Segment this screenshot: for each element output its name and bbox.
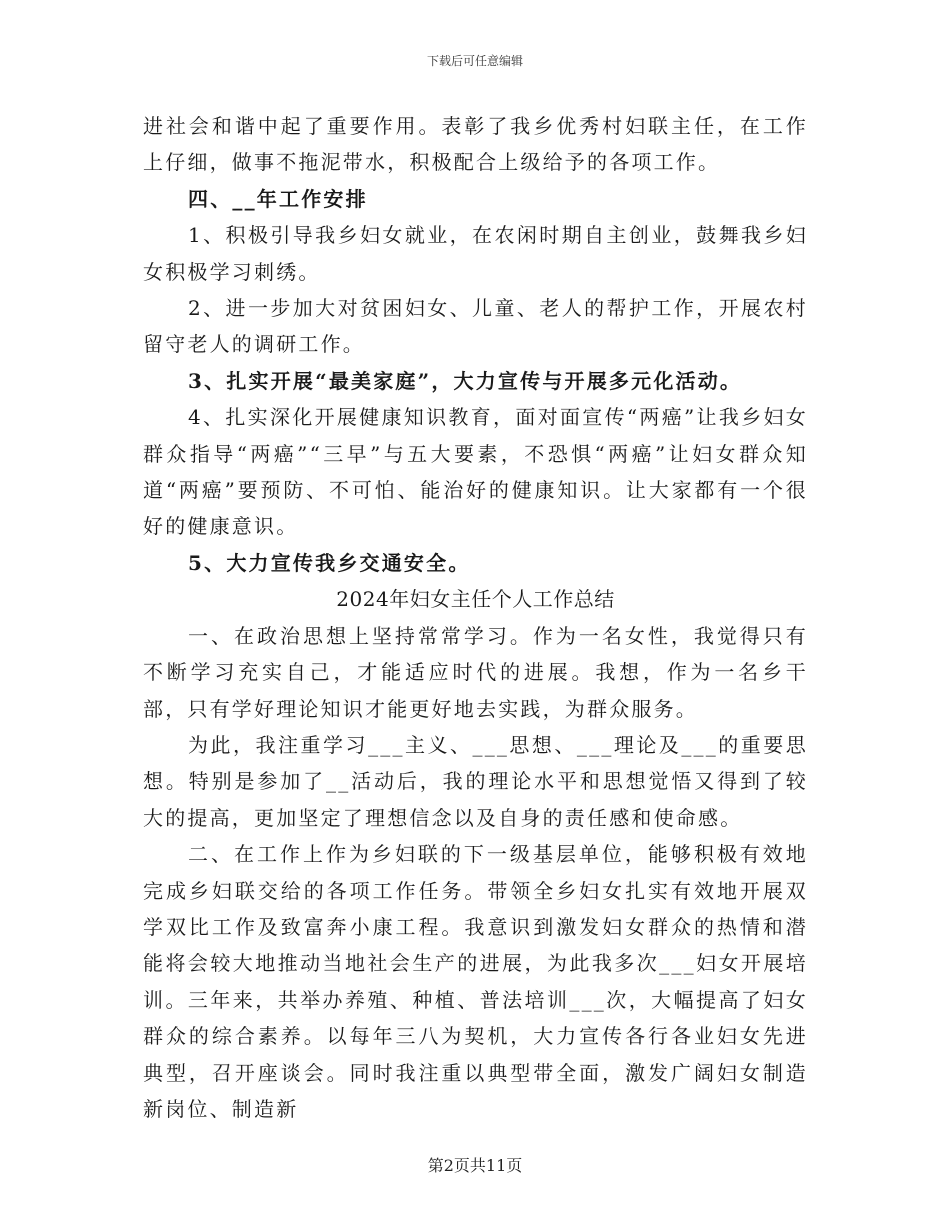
paragraph-study: 为此，我注重学习___主义、___思想、___理论及___的重要思想。特别是参加了__活动后，我的理论水平和思想觉悟又得到了较大的提高，更加坚定了理想信念以及自身的责任感和使命感。 — [143, 732, 808, 830]
document-body — [143, 108, 808, 1127]
section-heading-plan: 四、__年工作安排 — [188, 186, 368, 211]
page-footer: 第2页共11页 — [427, 1156, 523, 1175]
paragraph-item-2: 2、进一步加大对贫困妇女、儿童、老人的帮护工作，开展农村留守老人的调研工作。 — [143, 296, 808, 357]
page-header: 下载后可任意编辑 — [426, 54, 523, 68]
paragraph-item-3: 3、扎实开展“最美家庭”，大力宣传与开展多元化活动。 — [188, 368, 743, 393]
paragraph-1: 进社会和谐中起了重要作用。表彰了我乡优秀村妇联主任，在工作上仔细，做事不拖泥带水，积极配合上级给予的各项工作。 — [143, 114, 808, 175]
paragraph-item-1: 1、积极引导我乡妇女就业，在农闲时期自主创业，鼓舞我乡妇女积极学习刺绣。 — [143, 223, 808, 284]
paragraph-work: 二、在工作上作为乡妇联的下一级基层单位，能够积极有效地完成乡妇联交给的各项工作任务。带领全乡妇女扎实有效地开展双学双比工作及致富奔小康工程。我意识到激发妇女群众的热情和潜能将会较大地推动当地社会生产的进展，为此我多次___妇女开展培训。三年来，共举办养殖、种植、普法培训___次，大幅提高了妇女群众的综合素养。以每年三八为契机，大力宣传各行各业妇女先进典型，召开座谈会。同时我注重以典型带全面，激发广阔妇女制造新岗位、制造新 — [143, 842, 808, 1121]
paragraph-item-4: 4、扎实深化开展健康知识教育，面对面宣传“两癌”让我乡妇女群众指导“两癌”“三早”与五大要素，不恐惧“两癌”让妇女群众知道“两癌”要预防、不可怕、能治好的健康知识。让大家都有一个很好的健康意识。 — [143, 405, 808, 539]
document-title: 2024年妇女主任个人工作总结 — [336, 587, 615, 612]
paragraph-political: 一、在政治思想上坚持常常学习。作为一名女性，我觉得只有不断学习充实自己，才能适应时代的进展。我想，作为一名乡干部，只有学好理论知识才能更好地去实践，为群众服务。 — [143, 623, 808, 721]
paragraph-item-5: 5、大力宣传我乡交通安全。 — [188, 550, 471, 575]
